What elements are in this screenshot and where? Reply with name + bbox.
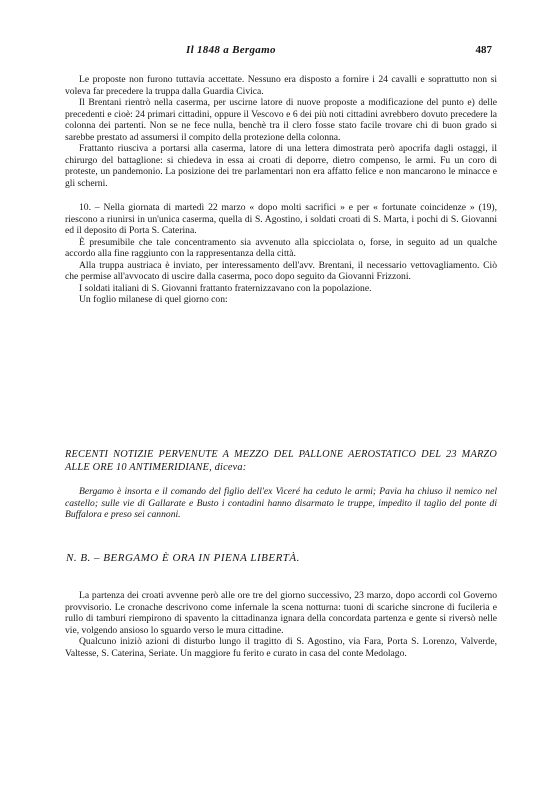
- balloon-headline-tail: diceva:: [214, 462, 247, 473]
- paragraph-surgeon-letter: Frattanto riusciva a portarsi alla caserma, latore di una lettera dimostrata però apocrifa dagli ostaggi, il chirurgo del battaglione: si chiedeva in essa ai croati di deporre, dietro compenso, le armi. Fu un coro di proteste, un pandemonio. La posizione dei tre parlamentari non era affatto felice e non mancarono le minacce e gli scherni.: [65, 143, 497, 189]
- paragraph-milan-sheet: Un foglio milanese di quel giorno con:: [79, 294, 228, 305]
- paragraph-fraternize: I soldati italiani di S. Giovanni frattanto fraternizzavano con la popolazione.: [79, 282, 372, 294]
- page-header: [186, 44, 492, 60]
- page-number: 487: [475, 44, 492, 56]
- paragraph-section-10: 10. – Nella giornata di martedì 22 marzo « dopo molti sacrifici » e per « fortunate coincidenze » (19), riescono a riunirsi in un'unica caserma, quella di S. Agostino, i soldati croati di S. Marta, i pochi di S. Giovanni ed il deposito di Porta S. Caterina.: [65, 202, 497, 236]
- quote-block: [65, 486, 497, 521]
- balloon-headline: [65, 448, 497, 474]
- paragraph-disturbances: Qualcuno iniziò azioni di disturbo lungo il tragitto di S. Agostino, via Fara, Porta S. Lorenzo, Valverde, Valtesse, S. Caterina, Seriate. Un maggiore fu ferito e curato in casa del conte Medolago.: [65, 636, 497, 659]
- nota-bene-line: N. B. – BERGAMO È ORA IN PIENA LIBERTÀ.: [66, 552, 300, 564]
- balloon-headline-text: RECENTI NOTIZIE PERVENUTE A MEZZO DEL PALLONE AEROSTATICO DEL 23 MARZO ALLE ORE 10 ANTIMERIDIANE,: [65, 449, 497, 473]
- news-quote: Bergamo è insorta e il comando del figlio dell'ex Viceré ha ceduto le armi; Pavia ha chiuso il nemico nel castello; sulle vie di Gallarate e Busto i contadini hanno disarmato le truppe, impedito il taglio del ponte di Buffalora e preso sei cannoni.: [65, 486, 497, 520]
- paragraph-supplies: Alla truppa austriaca è inviato, per interessamento dell'avv. Brentani, il necessario vettovagliamento. Ciò che permise all'avvocato di uscire dalla caserma, poco dopo seguito da Giovanni Frizzoni.: [65, 259, 497, 282]
- paragraph-croats-departure: La partenza dei croati avvenne però alle ore tre del giorno successivo, 23 marzo, dopo accordi col Governo provvisorio. Le cronache descrivono come infernale la scena notturna: tuoni di scariche sincrone di fucileria e rullo di tamburi riempirono di spavento la cittadinanza ignara della concordata partenza e gente si riversò nelle vie, volgendo ansioso lo sguardo verso le mura cittadine.: [65, 590, 497, 636]
- paragraph-brentani-returns: Il Brentani rientrò nella caserma, per uscirne latore di nuove proposte a modificazione del punto e) delle precedenti e cioè: 24 primari cittadini, oppure il Vescovo e 6 dei più noti cittadini avrebbero dovuto precedere la colonna dei partenti. Non se ne fece nulla, benchè tra il clero fosse stato facile trovare chi di buon grado si sarebbe prestato ad assumersi il compito della protezione della colonna.: [65, 97, 497, 143]
- lower-text-block: [65, 590, 497, 659]
- upper-text-block: [65, 74, 497, 306]
- paragraph-proposals-rejected: Le proposte non furono tuttavia accettate. Nessuno era disposto a fornire i 24 cavalli e soprattutto non si voleva far precedere la truppa dalla Guardia Civica.: [65, 74, 497, 97]
- running-title: Il 1848 a Bergamo: [186, 44, 276, 56]
- paragraph-concentration: È presumibile che tale concentramento sia avvenuto alla spicciolata o, forse, in seguito ad un qualche accordo alla fine raggiunto con la rappresentanza della città.: [65, 236, 497, 259]
- headline-block: [65, 448, 497, 474]
